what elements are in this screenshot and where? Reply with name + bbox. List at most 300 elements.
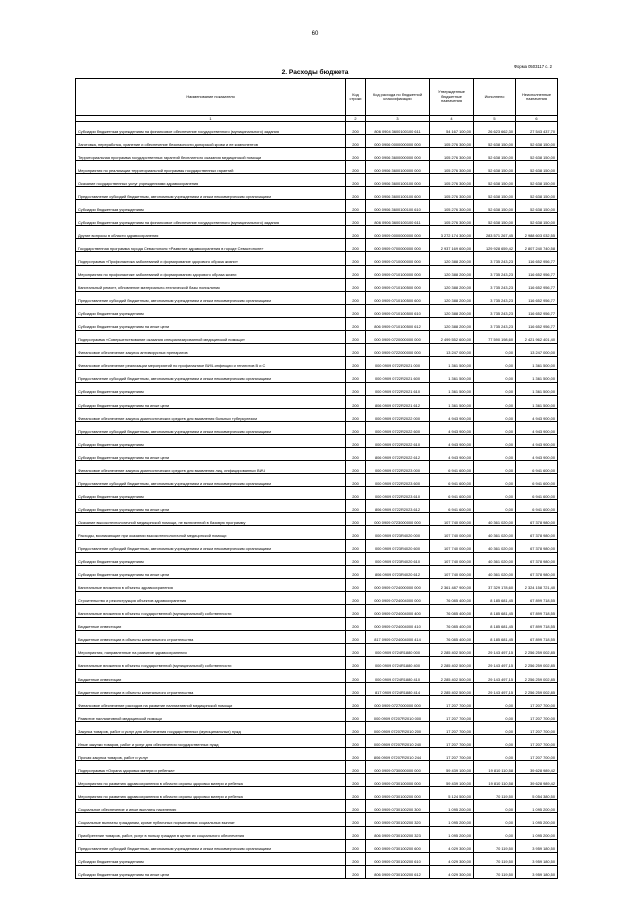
row-class-code-cell: 000 0909 0700000000 000: [366, 239, 430, 252]
row-class-code-cell: 000 0909 0730100200 300: [366, 800, 430, 813]
table-row: [76, 500, 558, 513]
row-line-code-cell: 200: [346, 213, 366, 226]
row-line-code-cell: 200: [346, 291, 366, 304]
row-approved-cell: 105 276 300,00: [430, 187, 474, 200]
row-line-code-cell: 200: [346, 735, 366, 748]
row-line-code-cell: 200: [346, 226, 366, 239]
row-class-code-cell: 000 0909 0722000000 000: [366, 343, 430, 356]
row-name-cell: Финансовое обеспечение закупок антивирусных препаратов: [76, 343, 346, 356]
row-executed-cell: 29 143 497,15: [474, 643, 516, 656]
table-row: [76, 696, 558, 709]
row-approved-cell: 13 247 000,00: [430, 343, 474, 356]
row-line-code-cell: 200: [346, 709, 366, 722]
row-unexecuted-cell: 52 638 150,00: [516, 148, 558, 161]
page-number: 60: [311, 31, 319, 37]
row-line-code-cell: 200: [346, 461, 366, 474]
row-name-cell: Социальное обеспечение и иные выплаты населению: [76, 800, 346, 813]
row-class-code-cell: 000 0909 0710100000 000: [366, 265, 430, 278]
row-class-code-cell: 000 0909 0722R2023 600: [366, 474, 430, 487]
table-row: [76, 200, 558, 213]
row-class-code-cell: 000 0909 0727000000 000: [366, 696, 430, 709]
row-class-code-cell: 000 0909 0722R2023 610: [366, 487, 430, 500]
table-row: [76, 487, 558, 500]
row-unexecuted-cell: 2 256 259 002,85: [516, 656, 558, 669]
row-unexecuted-cell: 116 652 956,77: [516, 265, 558, 278]
row-class-code-cell: 000 0909 0724004000 400: [366, 604, 430, 617]
row-executed-cell: 29 143 497,15: [474, 656, 516, 669]
row-class-code-cell: 000 0909 0723R4020 000: [366, 526, 430, 539]
row-line-code-cell: 200: [346, 565, 366, 578]
row-unexecuted-cell: 17 207 700,00: [516, 722, 558, 735]
row-name-cell: Иные закупки товаров, работ и услуг для обеспечения государственных нужд: [76, 735, 346, 748]
row-class-code-cell: 806 0904 3600100100 611: [366, 122, 430, 135]
row-approved-cell: 4 029 300,00: [430, 839, 474, 852]
table-row: [76, 356, 558, 369]
row-approved-cell: 107 740 000,00: [430, 526, 474, 539]
row-unexecuted-cell: 116 652 956,77: [516, 278, 558, 291]
row-executed-cell: 3 735 243,23: [474, 278, 516, 291]
column-number: 3: [366, 116, 430, 122]
row-class-code-cell: 000 0909 0722R2021 000: [366, 356, 430, 369]
row-name-cell: Финансовое обеспечение реализации мероприятий по профилактике ВИЧ-инфекции и гепатитов B и C: [76, 356, 346, 369]
row-line-code-cell: 200: [346, 526, 366, 539]
row-class-code-cell: 000 0909 0724004000 000: [366, 591, 430, 604]
row-name-cell: Субсидии бюджетным учреждениям на иные цели: [76, 448, 346, 461]
row-executed-cell: 0,00: [474, 474, 516, 487]
row-class-code-cell: 000 0909 0724R1880 000: [366, 643, 430, 656]
row-executed-cell: 29 143 497,15: [474, 683, 516, 696]
row-unexecuted-cell: 1 095 200,00: [516, 813, 558, 826]
row-name-cell: Капитальные вложения в объекты государственной (муниципальной) собственности: [76, 604, 346, 617]
row-unexecuted-cell: 67 899 718,55: [516, 617, 558, 630]
row-approved-cell: 17 207 700,00: [430, 709, 474, 722]
row-line-code-cell: 200: [346, 722, 366, 735]
row-class-code-cell: 817 0909 0724R1880 414: [366, 683, 430, 696]
row-unexecuted-cell: 27 543 437,70: [516, 122, 558, 135]
row-unexecuted-cell: 1 361 500,00: [516, 356, 558, 369]
row-executed-cell: 8 185 681,45: [474, 617, 516, 630]
row-approved-cell: 59 439 100,00: [430, 774, 474, 787]
row-approved-cell: 76 085 400,00: [430, 604, 474, 617]
row-name-cell: Бюджетные инвестиции в объекты капитального строительства: [76, 683, 346, 696]
row-approved-cell: 105 276 300,00: [430, 200, 474, 213]
row-unexecuted-cell: 67 899 718,55: [516, 591, 558, 604]
row-class-code-cell: 806 0909 0722R2021 612: [366, 395, 430, 408]
row-line-code-cell: 200: [346, 304, 366, 317]
row-executed-cell: 0,00: [474, 500, 516, 513]
row-executed-cell: 26 623 662,30: [474, 122, 516, 135]
row-unexecuted-cell: 4 943 900,00: [516, 422, 558, 435]
table-row: [76, 839, 558, 852]
row-executed-cell: 0,00: [474, 409, 516, 422]
row-approved-cell: 6 941 600,00: [430, 474, 474, 487]
table-row: [76, 213, 558, 226]
table-row: [76, 748, 558, 761]
row-line-code-cell: 200: [346, 839, 366, 852]
row-class-code-cell: 000 0909 0730000000 000: [366, 761, 430, 774]
row-name-cell: Субсидии бюджетным учреждениям на иные цели: [76, 317, 346, 330]
table-row: [76, 122, 558, 135]
row-approved-cell: 107 740 000,00: [430, 565, 474, 578]
row-class-code-cell: 000 0909 0710100500 610: [366, 304, 430, 317]
row-class-code-cell: 817 0909 0724004000 414: [366, 630, 430, 643]
row-executed-cell: 0,00: [474, 461, 516, 474]
row-class-code-cell: 000 0906 3600100100 610: [366, 200, 430, 213]
table-row: [76, 539, 558, 552]
row-line-code-cell: 200: [346, 643, 366, 656]
row-class-code-cell: 000 0909 0730100200 320: [366, 813, 430, 826]
row-executed-cell: 0,00: [474, 435, 516, 448]
table-row: [76, 643, 558, 656]
row-name-cell: Субсидии бюджетным учреждениям: [76, 435, 346, 448]
row-approved-cell: 120 388 200,00: [430, 265, 474, 278]
row-executed-cell: 52 638 150,00: [474, 213, 516, 226]
row-approved-cell: 6 941 600,00: [430, 500, 474, 513]
row-approved-cell: 107 740 000,00: [430, 539, 474, 552]
row-line-code-cell: 200: [346, 774, 366, 787]
row-unexecuted-cell: 67 378 980,00: [516, 513, 558, 526]
row-name-cell: Предоставление субсидий бюджетным, автономным учреждениям и иным некоммерческим организациям: [76, 187, 346, 200]
row-line-code-cell: 200: [346, 656, 366, 669]
table-row: [76, 265, 558, 278]
row-class-code-cell: 806 0909 0722R2022 612: [366, 448, 430, 461]
table-row: [76, 722, 558, 735]
row-line-code-cell: 200: [346, 487, 366, 500]
table-row: [76, 317, 558, 330]
row-name-cell: Территориальная программа государственных гарантий бесплатного оказания медицинской помощи: [76, 148, 346, 161]
row-unexecuted-cell: 6 941 600,00: [516, 487, 558, 500]
row-line-code-cell: 200: [346, 813, 366, 826]
row-class-code-cell: 000 0909 0724R1880 410: [366, 669, 430, 682]
row-executed-cell: 0,00: [474, 356, 516, 369]
table-row: [76, 565, 558, 578]
row-line-code-cell: 200: [346, 174, 366, 187]
row-unexecuted-cell: 116 652 956,77: [516, 252, 558, 265]
table-row: [76, 252, 558, 265]
row-line-code-cell: 200: [346, 148, 366, 161]
row-name-cell: Закупка товаров, работ и услуг для обеспечения государственных (муниципальных) нужд: [76, 722, 346, 735]
table-row: [76, 435, 558, 448]
row-approved-cell: 120 388 200,00: [430, 291, 474, 304]
row-class-code-cell: 000 0909 0730100200 610: [366, 852, 430, 865]
row-class-code-cell: 000 0909 0722R2021 610: [366, 382, 430, 395]
table-row: [76, 761, 558, 774]
row-approved-cell: 1 361 500,00: [430, 382, 474, 395]
row-approved-cell: 3 272 174 300,00: [430, 226, 474, 239]
row-class-code-cell: 806 0906 3600100100 611: [366, 213, 430, 226]
row-line-code-cell: 200: [346, 604, 366, 617]
table-row: [76, 409, 558, 422]
row-unexecuted-cell: 116 652 956,77: [516, 304, 558, 317]
row-name-cell: Расходы, возникающие при оказании высокотехнологичной медицинской помощи: [76, 526, 346, 539]
row-executed-cell: 3 735 243,23: [474, 291, 516, 304]
row-line-code-cell: 200: [346, 552, 366, 565]
row-name-cell: Государственная программа города Севастополя «Развитие здравоохранения в городе Севастополе»: [76, 239, 346, 252]
row-unexecuted-cell: 52 638 150,00: [516, 135, 558, 148]
row-executed-cell: 0,00: [474, 422, 516, 435]
row-unexecuted-cell: 1 361 500,00: [516, 395, 558, 408]
table-header-row: [76, 79, 558, 116]
row-class-code-cell: 000 0909 07207R2010 240: [366, 735, 430, 748]
row-class-code-cell: 806 0909 0723R4020 612: [366, 565, 430, 578]
row-executed-cell: 0,00: [474, 813, 516, 826]
table-row: [76, 382, 558, 395]
row-approved-cell: 1 095 200,00: [430, 813, 474, 826]
row-class-code-cell: 000 0906 3600100000 000: [366, 161, 430, 174]
row-approved-cell: 76 085 400,00: [430, 591, 474, 604]
row-name-cell: Строительство и реконструкция объектов здравоохранения: [76, 591, 346, 604]
table-row: [76, 656, 558, 669]
table-row: [76, 800, 558, 813]
row-name-cell: Субсидии бюджетным учреждениям на иные цели: [76, 865, 346, 878]
row-name-cell: Мероприятия, направленные на развитие здравоохранения: [76, 643, 346, 656]
row-name-cell: Субсидии бюджетным учреждениям: [76, 304, 346, 317]
table-row: [76, 330, 558, 343]
column-header-unexecuted: Неисполненные назначения: [516, 79, 558, 116]
row-name-cell: Финансовое обеспечение расходов на развитие паллиативной медицинской помощи: [76, 696, 346, 709]
row-unexecuted-cell: 67 378 980,00: [516, 526, 558, 539]
row-line-code-cell: 200: [346, 135, 366, 148]
row-class-code-cell: 000 0909 0730100000 000: [366, 774, 430, 787]
row-executed-cell: 0,00: [474, 722, 516, 735]
row-approved-cell: 2 361 487 900,00: [430, 578, 474, 591]
table-row: [76, 709, 558, 722]
table-row: [76, 304, 558, 317]
row-approved-cell: 17 207 700,00: [430, 735, 474, 748]
row-name-cell: Социальные выплаты гражданам, кроме публичных нормативных социальных выплат: [76, 813, 346, 826]
row-name-cell: Предоставление субсидий бюджетным, автономным учреждениям и иным некоммерческим организациям: [76, 422, 346, 435]
row-executed-cell: 40 361 020,00: [474, 526, 516, 539]
row-unexecuted-cell: 3 959 180,50: [516, 839, 558, 852]
row-approved-cell: 17 207 700,00: [430, 722, 474, 735]
row-class-code-cell: 000 0909 0722R2022 000: [366, 409, 430, 422]
column-header-approved: Утвержденные бюджетные назначения: [430, 79, 474, 116]
row-approved-cell: 2 285 402 500,00: [430, 643, 474, 656]
table-row: [76, 369, 558, 382]
row-name-cell: Субсидии бюджетным учреждениям: [76, 200, 346, 213]
row-name-cell: Оказание высокотехнологичной медицинской помощи, не включенной в базовую программу: [76, 513, 346, 526]
row-name-cell: Развитие паллиативной медицинской помощи: [76, 709, 346, 722]
column-number: 2: [346, 116, 366, 122]
row-approved-cell: 5 124 500,00: [430, 787, 474, 800]
row-class-code-cell: 000 0909 0722R2021 600: [366, 369, 430, 382]
row-approved-cell: 1 361 500,00: [430, 356, 474, 369]
row-unexecuted-cell: 17 207 700,00: [516, 748, 558, 761]
table-row: [76, 278, 558, 291]
row-line-code-cell: 200: [346, 683, 366, 696]
row-class-code-cell: 806 0909 0730100200 612: [366, 865, 430, 878]
column-number: 6: [516, 116, 558, 122]
row-line-code-cell: 200: [346, 800, 366, 813]
row-name-cell: Приобретение товаров, работ, услуг в пользу граждан в целях их социального обеспечения: [76, 826, 346, 839]
row-approved-cell: 4 943 900,00: [430, 422, 474, 435]
row-executed-cell: 0,00: [474, 800, 516, 813]
table-row: [76, 735, 558, 748]
row-line-code-cell: 200: [346, 865, 366, 878]
row-line-code-cell: 200: [346, 748, 366, 761]
row-line-code-cell: 200: [346, 317, 366, 330]
row-unexecuted-cell: 67 899 718,55: [516, 604, 558, 617]
row-class-code-cell: 000 0909 0723000000 000: [366, 513, 430, 526]
row-approved-cell: 6 941 600,00: [430, 461, 474, 474]
row-executed-cell: 0,00: [474, 448, 516, 461]
row-executed-cell: 8 185 681,45: [474, 604, 516, 617]
row-executed-cell: 0,00: [474, 748, 516, 761]
row-line-code-cell: 200: [346, 696, 366, 709]
row-unexecuted-cell: 1 361 500,00: [516, 382, 558, 395]
row-line-code-cell: 200: [346, 761, 366, 774]
row-name-cell: Предоставление субсидий бюджетным, автономным учреждениям и иным некоммерческим организациям: [76, 474, 346, 487]
row-unexecuted-cell: 2 807 240 740,58: [516, 239, 558, 252]
row-unexecuted-cell: 52 638 150,00: [516, 213, 558, 226]
table-row: [76, 291, 558, 304]
row-unexecuted-cell: 5 054 380,50: [516, 787, 558, 800]
row-approved-cell: 105 276 300,00: [430, 213, 474, 226]
row-approved-cell: 4 943 900,00: [430, 435, 474, 448]
row-approved-cell: 54 167 100,00: [430, 122, 474, 135]
row-approved-cell: 59 439 100,00: [430, 761, 474, 774]
row-name-cell: Финансовое обеспечение закупок диагностических средств для выявления больных туберкулезом: [76, 409, 346, 422]
row-class-code-cell: 000 0906 0000000000 000: [366, 135, 430, 148]
row-line-code-cell: 200: [346, 330, 366, 343]
row-approved-cell: 107 740 000,00: [430, 513, 474, 526]
row-name-cell: Другие вопросы в области здравоохранения: [76, 226, 346, 239]
row-executed-cell: 0,00: [474, 487, 516, 500]
row-approved-cell: 1 361 500,00: [430, 395, 474, 408]
row-approved-cell: 105 276 300,00: [430, 135, 474, 148]
row-unexecuted-cell: 52 638 150,00: [516, 174, 558, 187]
column-number: 1: [76, 116, 346, 122]
row-unexecuted-cell: 2 256 259 002,85: [516, 683, 558, 696]
row-class-code-cell: 000 0909 0723R4020 600: [366, 539, 430, 552]
row-name-cell: Бюджетные инвестиции в объекты капитального строительства: [76, 630, 346, 643]
row-name-cell: Капитальные вложения в объекты государственной (муниципальной) собственности: [76, 656, 346, 669]
row-unexecuted-cell: 17 207 700,00: [516, 735, 558, 748]
row-executed-cell: 8 185 681,45: [474, 630, 516, 643]
row-unexecuted-cell: 3 959 180,50: [516, 852, 558, 865]
row-line-code-cell: 200: [346, 852, 366, 865]
row-executed-cell: 40 361 020,00: [474, 513, 516, 526]
row-name-cell: Мероприятия по развитию здравоохранения в области охраны здоровья матери и ребенка: [76, 787, 346, 800]
table-row: [76, 617, 558, 630]
row-executed-cell: 283 571 267,45: [474, 226, 516, 239]
row-executed-cell: 3 735 243,23: [474, 317, 516, 330]
row-executed-cell: 52 638 150,00: [474, 148, 516, 161]
table-row: [76, 787, 558, 800]
table-row: [76, 683, 558, 696]
row-approved-cell: 6 941 600,00: [430, 487, 474, 500]
row-approved-cell: 4 943 900,00: [430, 448, 474, 461]
row-name-cell: Субсидии бюджетным учреждениям: [76, 487, 346, 500]
table-row: [76, 669, 558, 682]
row-name-cell: Субсидии бюджетным учреждениям: [76, 552, 346, 565]
row-line-code-cell: 200: [346, 382, 366, 395]
row-class-code-cell: 000 0909 0722R2022 600: [366, 422, 430, 435]
row-line-code-cell: 200: [346, 630, 366, 643]
row-executed-cell: 0,00: [474, 369, 516, 382]
row-line-code-cell: 200: [346, 252, 366, 265]
table-row: [76, 343, 558, 356]
row-executed-cell: 70 119,50: [474, 839, 516, 852]
column-number: 5: [474, 116, 516, 122]
row-name-cell: Предоставление субсидий бюджетным, автономным учреждениям и иным некоммерческим организациям: [76, 291, 346, 304]
row-executed-cell: 52 638 150,00: [474, 174, 516, 187]
row-approved-cell: 107 740 000,00: [430, 552, 474, 565]
table-row: [76, 591, 558, 604]
row-name-cell: Подпрограмма «Профилактика заболеваний и формирование здорового образа жизни»: [76, 252, 346, 265]
row-unexecuted-cell: 13 247 000,00: [516, 343, 558, 356]
row-name-cell: Капитальный ремонт, обновление материально-технической базы поликлиник: [76, 278, 346, 291]
row-executed-cell: 0,00: [474, 826, 516, 839]
row-unexecuted-cell: 39 628 989,42: [516, 774, 558, 787]
row-unexecuted-cell: 2 421 962 401,40: [516, 330, 558, 343]
row-approved-cell: 2 285 402 500,00: [430, 656, 474, 669]
row-class-code-cell: 000 0909 0720000000 000: [366, 330, 430, 343]
row-executed-cell: 129 928 659,42: [474, 239, 516, 252]
table-row: [76, 630, 558, 643]
row-approved-cell: 4 943 900,00: [430, 409, 474, 422]
table-row: [76, 135, 558, 148]
row-line-code-cell: 200: [346, 578, 366, 591]
row-approved-cell: 76 085 400,00: [430, 630, 474, 643]
row-class-code-cell: 806 0909 07207R2010 244: [366, 748, 430, 761]
row-approved-cell: 1 361 500,00: [430, 369, 474, 382]
row-approved-cell: 105 276 300,00: [430, 161, 474, 174]
table-row: [76, 604, 558, 617]
section-title: 2. Расходы бюджета: [281, 69, 349, 76]
row-approved-cell: 2 937 169 600,00: [430, 239, 474, 252]
row-unexecuted-cell: 6 941 600,00: [516, 461, 558, 474]
row-unexecuted-cell: 6 941 600,00: [516, 474, 558, 487]
row-unexecuted-cell: 52 638 150,00: [516, 187, 558, 200]
row-unexecuted-cell: 67 899 718,55: [516, 630, 558, 643]
table-row: [76, 578, 558, 591]
row-unexecuted-cell: 52 638 150,00: [516, 200, 558, 213]
table-row: [76, 174, 558, 187]
table-row: [76, 852, 558, 865]
row-unexecuted-cell: 39 628 989,42: [516, 761, 558, 774]
row-line-code-cell: 200: [346, 474, 366, 487]
row-executed-cell: 0,00: [474, 395, 516, 408]
row-name-cell: Субсидии бюджетным учреждениям на иные цели: [76, 500, 346, 513]
row-name-cell: Субсидии бюджетным учреждениям на иные цели: [76, 395, 346, 408]
row-executed-cell: 40 361 020,00: [474, 552, 516, 565]
row-line-code-cell: 200: [346, 669, 366, 682]
row-class-code-cell: 000 0909 0724000000 000: [366, 578, 430, 591]
row-name-cell: Капитальные вложения в объекты здравоохранения: [76, 578, 346, 591]
row-executed-cell: 3 735 243,23: [474, 265, 516, 278]
row-executed-cell: 19 810 110,58: [474, 761, 516, 774]
row-approved-cell: 1 095 200,00: [430, 800, 474, 813]
row-approved-cell: 76 085 400,00: [430, 617, 474, 630]
row-line-code-cell: 200: [346, 513, 366, 526]
row-approved-cell: 120 388 200,00: [430, 317, 474, 330]
row-name-cell: Подпрограмма «Охрана здоровья матери и ребенка»: [76, 761, 346, 774]
row-executed-cell: 0,00: [474, 735, 516, 748]
row-line-code-cell: 200: [346, 826, 366, 839]
row-name-cell: Предоставление субсидий бюджетным, автономным учреждениям и иным некоммерческим организациям: [76, 369, 346, 382]
row-line-code-cell: 200: [346, 161, 366, 174]
row-class-code-cell: 806 0909 0730100200 323: [366, 826, 430, 839]
row-unexecuted-cell: 1 095 200,00: [516, 800, 558, 813]
row-approved-cell: 4 029 300,00: [430, 865, 474, 878]
column-header-class-code: Код расхода по бюджетной классификации: [366, 79, 430, 116]
table-row: [76, 826, 558, 839]
row-unexecuted-cell: 116 652 956,77: [516, 317, 558, 330]
row-executed-cell: 52 638 150,00: [474, 187, 516, 200]
row-class-code-cell: 000 0909 0730100200 000: [366, 787, 430, 800]
table-row: [76, 513, 558, 526]
